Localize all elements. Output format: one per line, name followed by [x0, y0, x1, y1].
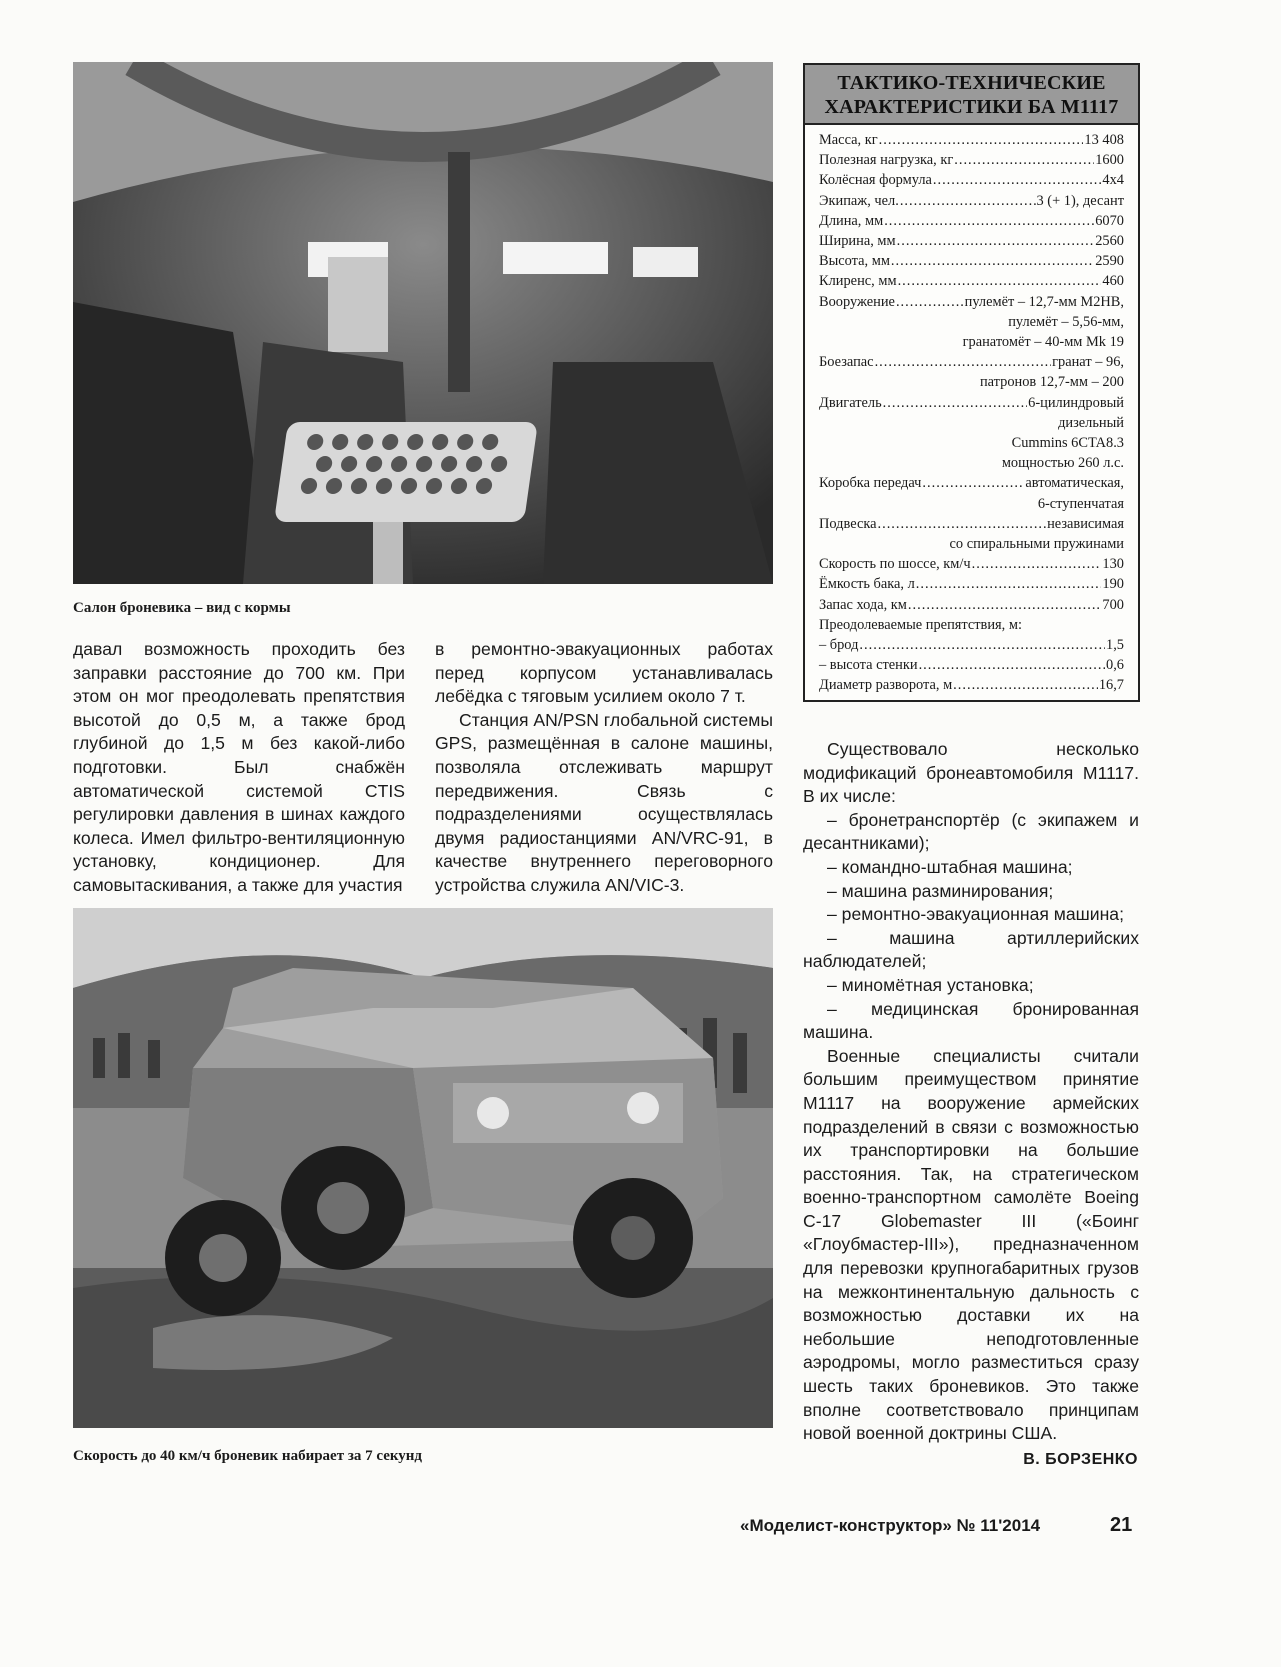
- spec-row: [819, 170, 1124, 190]
- specs-title-line1: ТАКТИКО-ТЕХНИЧЕСКИЕ: [837, 72, 1106, 94]
- spec-row-continuation: со спиральными пружинами: [949, 536, 1124, 553]
- spec-row-continuation: Cummins 6CTA8.3: [1011, 435, 1124, 452]
- spec-row: [819, 635, 1124, 655]
- spec-value: 13 408: [1084, 132, 1124, 148]
- col3-list-item: – медицинская бронированная машина.: [803, 998, 1139, 1043]
- spec-leader-dots: [883, 393, 1027, 413]
- spec-row-continuation: патронов 12,7-мм – 200: [979, 374, 1124, 391]
- spec-row: [819, 554, 1124, 574]
- vehicle-photo: [73, 908, 773, 1428]
- spec-label: Клиренс, мм: [819, 273, 897, 290]
- spec-row-continuation: пулемёт – 5,56-мм,: [1008, 313, 1124, 330]
- spec-value: 6-цилиндровый: [1028, 394, 1124, 411]
- spec-leader-dots: [954, 150, 1094, 170]
- spec-row: [819, 150, 1124, 170]
- col1-paragraph: давал возможность проходить без заправки расстояние до 700 км. При этом он мог преодолевать препятствия высотой до 0,5 м, а также брод глубиной до 1,5 м без какой-либо подготовки. Был снабжён автоматической системой CTIS регулировки давления в шинах каждого колеса. Имел фильтро-вентиляционную установку, кондиционер. Для самовытаскивания, а также для участия: [73, 639, 405, 895]
- spec-label: Ширина, мм: [819, 233, 896, 250]
- spec-label: Двигатель: [819, 394, 882, 411]
- spec-row-heading: Преодолеваемые препятствия, м:: [819, 616, 1022, 633]
- spec-leader-dots: [919, 655, 1105, 675]
- spec-label: Высота, мм: [819, 253, 890, 270]
- spec-leader-dots: [908, 595, 1101, 615]
- spec-value: 4x4: [1102, 172, 1124, 189]
- top-photo-caption: Салон броневика – вид с кормы: [73, 600, 291, 616]
- spec-label: Запас хода, км: [819, 596, 907, 613]
- spec-label: Коробка передач: [819, 475, 922, 492]
- spec-leader-dots: [933, 170, 1102, 190]
- spec-leader-dots: [884, 211, 1094, 231]
- col3-list-item: – ремонтно-эвакуационная машина;: [827, 904, 1124, 925]
- spec-label: Колёсная формула: [819, 172, 932, 189]
- spec-value: гранат – 96,: [1052, 354, 1124, 371]
- spec-value: 2560: [1095, 233, 1124, 250]
- col3-list-item: – миномётная установка;: [827, 974, 1034, 995]
- spec-leader-dots: [900, 191, 1036, 211]
- spec-leader-dots: [879, 130, 1084, 150]
- spec-value: 6070: [1095, 212, 1124, 229]
- spec-label: Полезная нагрузка, кг: [819, 152, 954, 169]
- spec-row: [819, 655, 1124, 675]
- spec-leader-dots: [878, 514, 1047, 534]
- spec-row: [819, 595, 1124, 615]
- spec-label: Скорость по шоссе, км/ч: [819, 556, 971, 573]
- journal-footer: «Моделист-конструктор» № 11'2014: [740, 1516, 1041, 1535]
- spec-value: 190: [1102, 576, 1124, 593]
- interior-photo: [73, 62, 773, 584]
- spec-row: [819, 514, 1124, 534]
- spec-leader-dots: [922, 473, 1024, 493]
- spec-value: 2590: [1095, 253, 1124, 270]
- spec-leader-dots: [972, 554, 1102, 574]
- page-number: 21: [1110, 1514, 1133, 1536]
- col3-paragraph-2: Военные специалисты считали большим преимуществом принятие М1117 на вооружение армейских подразделений в связи с возможностью их транспортировки на большие расстояния. Так, на стратегическом военно-транспортном самолёте Boeing C-17 Globemaster III («Боинг «Глоубмастер-III»), предназначенном для перевозки крупногабаритных грузов на межконтинентальную дальность с возможностью доставки их на небольшие неподготовленные аэродромы, могло разместиться сразу шесть таких броневиков. Это также вполне соответствовало принципам новой военной доктрины США.: [803, 1045, 1139, 1444]
- text-column-2: [435, 638, 773, 898]
- spec-row: [819, 211, 1124, 231]
- spec-value: 1600: [1095, 152, 1124, 169]
- spec-value: 700: [1102, 596, 1124, 613]
- col3-list-item: – машина разминирования;: [827, 880, 1054, 901]
- spec-row: [819, 393, 1124, 413]
- spec-leader-dots: [891, 251, 1094, 271]
- spec-row: [819, 352, 1124, 372]
- spec-leader-dots: [916, 574, 1102, 594]
- col3-intro: Существовало несколько модификаций бронеавтомобиля М1117. В их числе:: [803, 739, 1139, 807]
- col3-list-item: – командно-штабная машина;: [827, 856, 1073, 877]
- spec-value: пулемёт – 12,7-мм M2HB,: [964, 293, 1124, 310]
- text-column-1: [73, 638, 405, 898]
- col2-paragraph-1: в ремонтно-эвакуационных работах перед корпусом устанавливалась лебёдка с тяговым усилием около 7 т.: [435, 639, 773, 707]
- spec-leader-dots: [953, 675, 1098, 695]
- spec-label: – брод: [819, 637, 859, 654]
- spec-leader-dots: [875, 352, 1052, 372]
- spec-label: Диаметр разворота, м: [819, 677, 953, 694]
- spec-row: [819, 473, 1124, 493]
- bottom-photo-caption: Скорость до 40 км/ч броневик набирает за 7 секунд: [73, 1448, 423, 1464]
- spec-label: Масса, кг: [819, 132, 878, 148]
- spec-label: Подвеска: [819, 515, 877, 532]
- text-column-3: [803, 738, 1139, 1446]
- spec-value: автоматическая,: [1025, 475, 1124, 492]
- specs-title-line2: ХАРАКТЕРИСТИКИ БА М1117: [824, 96, 1119, 118]
- spec-label: Вооружение: [819, 293, 895, 310]
- spec-row: [819, 574, 1124, 594]
- spec-label: – высота стенки: [819, 657, 918, 674]
- spec-label: Ёмкость бака, л: [819, 576, 915, 593]
- specs-table: [803, 63, 1140, 702]
- col2-paragraph-2: Станция AN/PSN глобальной системы GPS, размещённая в салоне машины, позволяла отслеживать маршрут передвижения. Связь с подразделениями осуществлялась двумя радиостанциями AN/VRC-91, в качестве внутреннего переговорного устройства служила AN/VIC-3.: [435, 709, 773, 895]
- spec-value: 3 (+ 1), десант: [1036, 192, 1124, 209]
- spec-leader-dots: [897, 231, 1095, 251]
- specs-rows: [805, 125, 1138, 700]
- spec-row: [819, 191, 1124, 211]
- spec-value: независимая: [1047, 515, 1124, 532]
- spec-label: Экипаж, чел.: [819, 192, 899, 209]
- spec-row-continuation: дизельный: [1058, 414, 1124, 431]
- spec-row: [819, 675, 1124, 695]
- spec-leader-dots: [898, 271, 1102, 291]
- spec-row-continuation: 6-ступенчатая: [1037, 495, 1124, 512]
- spec-label: Боезапас: [819, 354, 874, 371]
- spec-value: 0,6: [1106, 657, 1124, 674]
- vehicle-interior-photo-icon: [73, 62, 773, 584]
- spec-row-continuation: мощностью 260 л.с.: [1001, 455, 1124, 472]
- spec-value: 460: [1102, 273, 1124, 290]
- spec-row: [819, 130, 1124, 150]
- spec-leader-dots: [896, 292, 964, 312]
- col3-list-item: – машина артиллерийских наблюдателей;: [803, 927, 1139, 972]
- spec-leader-dots: [859, 635, 1105, 655]
- specs-title: [805, 65, 1138, 125]
- spec-row: [819, 251, 1124, 271]
- spec-value: 16,7: [1098, 677, 1124, 694]
- spec-label: Длина, мм: [819, 212, 884, 229]
- spec-row-continuation: гранатомёт – 40-мм Mk 19: [962, 334, 1124, 351]
- col3-list-item: – бронетранспортёр (с экипажем и десантниками);: [803, 809, 1139, 854]
- armored-vehicle-photo-icon: [73, 908, 773, 1428]
- spec-row: [819, 271, 1124, 291]
- spec-value: 1,5: [1106, 637, 1124, 654]
- spec-row: [819, 231, 1124, 251]
- spec-value: 130: [1102, 556, 1124, 573]
- spec-row: [819, 292, 1124, 312]
- author-signature: В. БОРЗЕНКО: [1023, 1451, 1138, 1468]
